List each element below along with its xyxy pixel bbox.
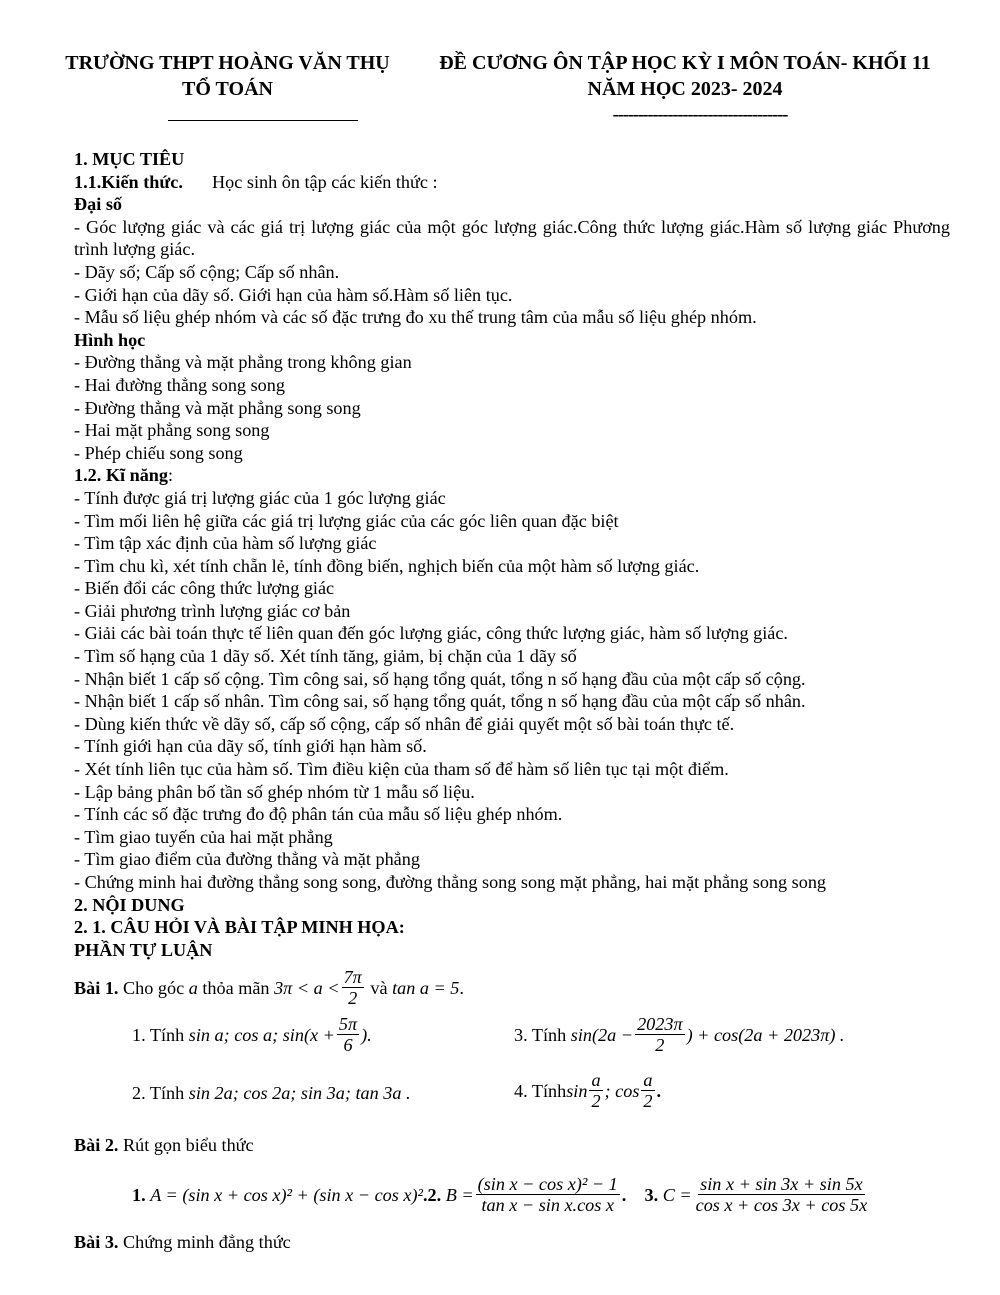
bai-1-statement: Bài 1. Cho góc a thỏa mãn 3π < a < $\frac{7\pi}{2}$ và tan a = 5 . (74, 967, 464, 1009)
bai-1-label: Bài 1. (74, 977, 119, 998)
fraction: $\frac{7\pi}{2}$ (343, 967, 362, 1009)
fraction: $\frac{5\pi}{6}$ (338, 1014, 358, 1056)
bai-1-text: thỏa mãn (202, 977, 270, 998)
ki-nang-item: - Tìm mối liên hệ giữa các giá trị lượng giác của các góc liên quan đặc biệt (74, 510, 619, 531)
ki-nang-item: - Tính các số đặc trưng đo độ phân tán của mẫu số liệu ghép nhóm. (74, 804, 563, 825)
ki-nang-item: - Dùng kiến thức về dãy số, cấp số cộng, cấp số nhân để giải quyết một số bài toán thực tế. (74, 713, 735, 734)
bai-1-and: và (370, 977, 388, 998)
part-heading: PHẦN TỰ LUẬN (74, 939, 213, 960)
bai-3-text: Chứng minh đẳng thức (123, 1231, 291, 1252)
ki-nang-item: - Lập bảng phân bố tần số ghép nhóm từ 1 mẫu số liệu. (74, 781, 475, 802)
bai-2-statement (74, 1134, 950, 1157)
bai-1-var: a (188, 977, 198, 998)
ki-nang-colon: : (168, 465, 174, 486)
hinh-hoc-title: Hình học (74, 329, 146, 350)
bai-1-text: Cho góc (123, 977, 185, 998)
ki-nang-item: - Tìm giao điểm của đường thẳng và mặt phẳng (74, 849, 420, 870)
section-heading-noi-dung: 2. NỘI DUNG (74, 894, 185, 915)
ki-nang-item: - Tìm tập xác định của hàm số lượng giác (74, 533, 377, 554)
ki-nang-item: - Tìm chu kì, xét tính chẵn lẻ, tính đồng biến, nghịch biến của một hàm số lượng giác. (74, 555, 700, 576)
ki-nang-item: - Xét tính liên tục của hàm số. Tìm điều kiện của tham số để hàm số liên tục tại một điểm. (74, 759, 729, 780)
header-underline (168, 120, 358, 121)
bai-3-statement (74, 1231, 950, 1254)
bai-1-question-1: 1. Tính sin a; cos a; sin(x + $\frac{5\pi}{6}$ ). (132, 1014, 372, 1056)
fraction: $\frac{2023\pi}{2}$ (637, 1014, 683, 1056)
hinh-hoc-item: - Hai mặt phẳng song song (74, 420, 270, 441)
ki-nang-item: - Nhận biết 1 cấp số nhân. Tìm công sai, số hạng tổng quát, tổng n số hạng đầu của một cấp số nhân. (74, 691, 806, 712)
hinh-hoc-item: - Đường thẳng và mặt phẳng trong không gian (74, 352, 412, 373)
dai-so-title: Đại số (74, 194, 122, 215)
expression-b-fraction: $\frac{\text{(sin x − cos x)² − 1}}{\text{tan x − sin x.cos x}}$ (477, 1174, 618, 1216)
ki-nang-item: - Tìm giao tuyến của hai mặt phẳng (74, 826, 333, 847)
department-name: TỔ TOÁN (182, 78, 273, 100)
dai-so-item: - Mẫu số liệu ghép nhóm và các số đặc trưng đo xu thế trung tâm của mẫu số liệu ghép nhóm. (74, 307, 757, 328)
bai-2-expressions: 1. A = (sin x + cos x)² + (sin x − cos x)² .2. B = $\frac{\text{(sin x − cos x)² − 1}}{\text{tan x − sin x.cos x}}$ . 3. C = $\frac{\text{sin x + sin 3x + sin 5x}}{\text{cos x + cos 3x + cos 5x}}$ (132, 1174, 868, 1216)
hinh-hoc-item: - Đường thẳng và mặt phẳng song song (74, 397, 361, 418)
section-heading-muc-tieu: 1. MỤC TIÊU (74, 149, 185, 169)
ki-nang-item: - Biến đổi các công thức lượng giác (74, 578, 335, 599)
ki-nang-item: - Giải các bài toán thực tế liên quan đến góc lượng giác, công thức lượng giác, hàm số lượng giác. (74, 623, 788, 644)
bai-1-tan-condition: tan a = 5 (392, 977, 460, 998)
bai-1-questions-row-2 (74, 1070, 950, 1128)
ki-nang-item: - Giải phương trình lượng giác cơ bản (74, 600, 351, 621)
bai-2-text: Rút gọn biểu thức (123, 1135, 254, 1156)
expression-a: A = (sin x + cos x)² + (sin x − cos x)² (150, 1184, 423, 1205)
dai-so-item: - Góc lượng giác và các giá trị lượng giác của một góc lượng giác.Công thức lượng giác.Hàm số lượng giác Phương trình lượng giác. (74, 216, 950, 260)
bai-1-question-2: 2. Tính sin 2a; cos 2a; sin 3a; tan 3a . (132, 1083, 411, 1104)
title-block (420, 50, 950, 102)
ki-nang-item: - Tính giới hạn của dãy số, tính giới hạn hàm số. (74, 736, 427, 757)
document-title: ĐỀ CƯƠNG ÔN TẬP HỌC KỲ I MÔN TOÁN- KHỐI 11 (439, 52, 931, 74)
ki-nang-line (74, 464, 950, 487)
dai-so-item: - Giới hạn của dãy số. Giới hạn của hàm số.Hàm số liên tục. (74, 284, 513, 305)
bai-1-questions-row-1 (74, 1008, 950, 1070)
fraction: $\frac{a}{2}$ (643, 1070, 653, 1112)
expression-c-fraction: $\frac{\text{sin x + sin 3x + sin 5x}}{\text{cos x + cos 3x + cos 5x}}$ (695, 1174, 868, 1216)
bai-3-label: Bài 3. (74, 1231, 119, 1252)
ki-nang-label: 1.2. Kĩ năng (74, 465, 168, 486)
bai-1-condition: 3π < a < (274, 977, 340, 998)
bai-1-question-4: 4. Tính sin $\frac{a}{2}$ ; cos $\frac{a}{2}$ . (514, 1070, 662, 1112)
hinh-hoc-item: - Phép chiếu song song (74, 442, 243, 463)
kien-thuc-text: Học sinh ôn tập các kiến thức : (212, 171, 438, 192)
bai-1-question-3: 3. Tính sin(2a − $\frac{2023\pi}{2}$ ) + cos(2a + 2023π) . (514, 1014, 845, 1056)
fraction: $\frac{a}{2}$ (591, 1070, 601, 1112)
bai-2-label: Bài 2. (74, 1135, 119, 1156)
header-dashes: ----------------------------------- (612, 104, 788, 124)
hinh-hoc-item: - Hai đường thẳng song song (74, 374, 285, 395)
school-year: NĂM HỌC 2023- 2024 (587, 78, 783, 100)
school-block (55, 50, 400, 102)
dai-so-item: - Dãy số; Cấp số cộng; Cấp số nhân. (74, 261, 340, 282)
school-name: TRƯỜNG THPT HOÀNG VĂN THỤ (65, 52, 390, 74)
ki-nang-item: - Tìm số hạng của 1 dãy số. Xét tính tăng, giảm, bị chặn của 1 dãy số (74, 646, 577, 667)
kien-thuc-line (74, 171, 950, 194)
kien-thuc-label: 1.1.Kiến thức. (74, 171, 183, 192)
document-body (74, 148, 950, 1254)
subsection-heading: 2. 1. CÂU HỎI VÀ BÀI TẬP MINH HỌA: (74, 917, 405, 938)
ki-nang-item: - Nhận biết 1 cấp số cộng. Tìm công sai, số hạng tổng quát, tổng n số hạng đầu của một cấp số cộng. (74, 668, 806, 689)
ki-nang-item: - Chứng minh hai đường thẳng song song, đường thẳng song song mặt phẳng, hai mặt phẳng song song (74, 872, 827, 892)
ki-nang-item: - Tính được giá trị lượng giác của 1 góc lượng giác (74, 487, 446, 508)
